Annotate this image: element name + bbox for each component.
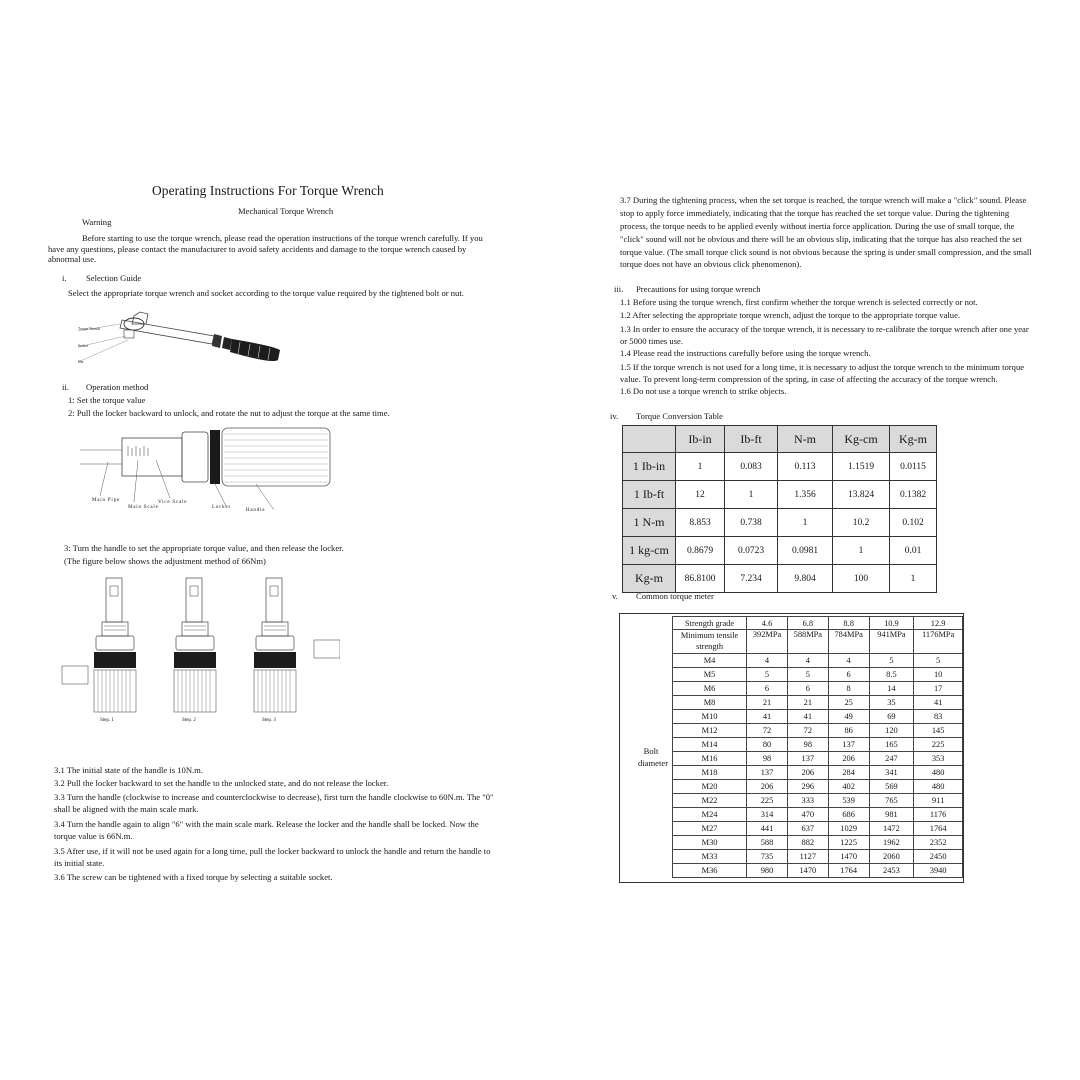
torque-value: 5: [869, 653, 914, 667]
bolt-size: M16: [673, 751, 747, 765]
step-label-2: Step. 2: [182, 718, 196, 723]
torque-value: 4: [828, 653, 869, 667]
bolt-row: [673, 765, 963, 779]
conversion-row-label: Kg-m: [623, 565, 676, 593]
torque-value: 735: [747, 849, 788, 863]
torque-value: 225: [914, 737, 963, 751]
bolt-size: M20: [673, 779, 747, 793]
torque-value: 145: [914, 723, 963, 737]
torque-conversion-table: [622, 425, 937, 593]
torque-value: 69: [869, 709, 914, 723]
torque-value: 3940: [914, 863, 963, 877]
torque-value: 1470: [828, 849, 869, 863]
torque-value: 14: [869, 681, 914, 695]
torque-value: 314: [747, 807, 788, 821]
precaution-1-2: 1.2 After selecting the appropriate torque wrench, adjust the torque to the appropriate torque value.: [620, 310, 961, 320]
conversion-cell: 0.1382: [890, 481, 937, 509]
torque-value: 72: [747, 723, 788, 737]
torque-value: 1764: [914, 821, 963, 835]
torque-value: 981: [869, 807, 914, 821]
torque-value: 98: [747, 751, 788, 765]
bolt-size: M10: [673, 709, 747, 723]
bolt-size: M5: [673, 667, 747, 681]
wrench-parts-figure: [78, 426, 340, 516]
conversion-cell: 0.8679: [676, 537, 725, 565]
torque-value: 86: [828, 723, 869, 737]
torque-value: 6: [787, 681, 828, 695]
conversion-cell: 9.804: [778, 565, 833, 593]
note-3-1: 3.1 The initial state of the handle is 10N.m.: [54, 765, 204, 775]
bolt-row: [673, 723, 963, 737]
torque-value: 2450: [914, 849, 963, 863]
torque-value: 8.5: [869, 667, 914, 681]
section-iii-title: Precautions for using torque wrench: [636, 284, 761, 294]
torque-value: 1470: [787, 863, 828, 877]
bolt-row: [673, 667, 963, 681]
section-i-number: i.: [62, 273, 67, 283]
section-iv-title: Torque Conversion Table: [636, 411, 723, 421]
section-iv-number: iv.: [610, 411, 619, 421]
label-locker: Locker: [212, 505, 231, 510]
conversion-header: Ib-ft: [725, 426, 778, 453]
torque-value: 402: [828, 779, 869, 793]
precaution-1-3: 1.3 In order to ensure the accuracy of the torque wrench, it is necessary to re-calibrate the torque wrench after one year or 5000 times use.: [620, 324, 1029, 347]
conversion-row: [623, 537, 937, 565]
fig1-label-nut: Nut: [78, 360, 84, 364]
torque-value: 137: [747, 765, 788, 779]
section-i-text: Select the appropriate torque wrench and socket according to the torque value required by the tightened bolt or nut.: [68, 288, 464, 298]
torque-value: 686: [828, 807, 869, 821]
grade-label: Strength grade: [673, 617, 747, 630]
conversion-cell: 12: [676, 481, 725, 509]
precaution-1-4: 1.4 Please read the instructions carefully before using the torque wrench.: [620, 348, 871, 358]
conversion-cell: 86.8100: [676, 565, 725, 593]
bolt-size: M4: [673, 653, 747, 667]
conversion-cell: 0.01: [890, 537, 937, 565]
torque-meter-table-frame: [619, 613, 964, 883]
torque-value: 83: [914, 709, 963, 723]
torque-wrench-drawing: [74, 302, 284, 370]
torque-value: 5: [747, 667, 788, 681]
torque-value: 17: [914, 681, 963, 695]
torque-value: 2352: [914, 835, 963, 849]
torque-value: 333: [787, 793, 828, 807]
torque-value: 353: [914, 751, 963, 765]
section-v-title: Common torque meter: [636, 591, 714, 601]
conversion-cell: 8.853: [676, 509, 725, 537]
precaution-1-1: 1.1 Before using the torque wrench, first confirm whether the torque wrench is selected correctly or not.: [620, 297, 978, 307]
bolt-size: M33: [673, 849, 747, 863]
conversion-header: N-m: [778, 426, 833, 453]
torque-value: 911: [914, 793, 963, 807]
torque-value: 480: [914, 765, 963, 779]
warning-text: Before starting to use the torque wrench, please read the operation instructions of the torque wrench carefully. If you have any questions, please contact the manufacturer to avoid safety accidents and damage to the torque wrench caused by abnormal use.: [48, 233, 483, 265]
torque-value: 4: [787, 653, 828, 667]
torque-value: 441: [747, 821, 788, 835]
bolt-row: [673, 695, 963, 709]
label-vice-scale: Vice Scale: [158, 500, 188, 505]
conversion-cell: 0.102: [890, 509, 937, 537]
torque-value: 120: [869, 723, 914, 737]
conversion-cell: 1.1519: [833, 453, 890, 481]
torque-value: 8: [828, 681, 869, 695]
conversion-cell: 1.356: [778, 481, 833, 509]
tensile-row: [673, 630, 963, 654]
tensile-value: 392MPa: [747, 630, 788, 654]
torque-value: 41: [747, 709, 788, 723]
conversion-cell: 0.0115: [890, 453, 937, 481]
document-subtitle: Mechanical Torque Wrench: [238, 206, 334, 216]
conversion-cell: 100: [833, 565, 890, 593]
torque-value: 5: [787, 667, 828, 681]
conversion-cell: 1: [778, 509, 833, 537]
torque-value: 4: [747, 653, 788, 667]
bolt-size: M22: [673, 793, 747, 807]
torque-value: 341: [869, 765, 914, 779]
note-3-4: 3.4 Turn the handle again to align "6" with the main scale mark. Release the locker and the handle shall be locked. Now the torque value is 66N.m.: [54, 819, 479, 842]
step-3-caption: (The figure below shows the adjustment method of 66Nm): [64, 556, 266, 566]
precaution-1-5: 1.5 If the torque wrench is not used for a long time, it is necessary to adjust the torque wrench to the minimum torque value. To prevent long-term compression of the spring, in case of affecting the accuracy of the torque wrench.: [620, 362, 1025, 385]
bolt-size: M8: [673, 695, 747, 709]
conversion-row-label: 1 kg-cm: [623, 537, 676, 565]
torque-value: 6: [747, 681, 788, 695]
torque-value: 1176: [914, 807, 963, 821]
torque-value: 225: [747, 793, 788, 807]
conversion-cell: 0.0723: [725, 537, 778, 565]
torque-value: 2453: [869, 863, 914, 877]
grade-value: 6.8: [787, 617, 828, 630]
torque-value: 206: [828, 751, 869, 765]
torque-value: 882: [787, 835, 828, 849]
torque-value: 137: [828, 737, 869, 751]
bolt-size: M27: [673, 821, 747, 835]
torque-meter-table: [672, 616, 963, 878]
step-3-text: 3: Turn the handle to set the appropriate torque value, and then release the locker.: [64, 543, 344, 553]
conversion-cell: 0.738: [725, 509, 778, 537]
conversion-cell: 0.083: [725, 453, 778, 481]
bolt-size: M36: [673, 863, 747, 877]
label-handle: Handle: [246, 508, 266, 513]
conversion-header: Kg-m: [890, 426, 937, 453]
torque-value: 569: [869, 779, 914, 793]
tensile-value: 588MPa: [787, 630, 828, 654]
torque-value: 41: [914, 695, 963, 709]
torque-value: 98: [787, 737, 828, 751]
torque-value: 1127: [787, 849, 828, 863]
conversion-cell: 13.824: [833, 481, 890, 509]
conversion-cell: 1: [676, 453, 725, 481]
torque-value: 206: [747, 779, 788, 793]
conversion-cell: 10.2: [833, 509, 890, 537]
step-label-1: Step. 1: [100, 718, 114, 723]
bolt-size: M30: [673, 835, 747, 849]
conversion-row: [623, 453, 937, 481]
fig1-label-socket: Socket: [78, 344, 88, 348]
torque-value: 49: [828, 709, 869, 723]
section-v-number: v.: [612, 591, 618, 601]
bolt-row: [673, 821, 963, 835]
torque-value: 80: [747, 737, 788, 751]
torque-value: 284: [828, 765, 869, 779]
tensile-value: 941MPa: [869, 630, 914, 654]
conversion-cell: 1: [890, 565, 937, 593]
grade-value: 4.6: [747, 617, 788, 630]
grade-value: 12.9: [914, 617, 963, 630]
fig1-label-torque-wrench: Torque Wrench: [78, 327, 101, 331]
tensile-value: 1176MPa: [914, 630, 963, 654]
torque-value: 137: [787, 751, 828, 765]
conversion-row-label: 1 Ib-in: [623, 453, 676, 481]
torque-value: 588: [747, 835, 788, 849]
bolt-size: M12: [673, 723, 747, 737]
torque-value: 470: [787, 807, 828, 821]
torque-value: 980: [747, 863, 788, 877]
bolt-row: [673, 681, 963, 695]
precaution-1-6: 1.6 Do not use a torque wrench to strike objects.: [620, 386, 787, 396]
document-title: Operating Instructions For Torque Wrench: [152, 183, 384, 198]
torque-value: 2060: [869, 849, 914, 863]
tensile-value: 784MPa: [828, 630, 869, 654]
grade-value: 8.8: [828, 617, 869, 630]
torque-value: 35: [869, 695, 914, 709]
bolt-size: M24: [673, 807, 747, 821]
grade-header-row: [673, 617, 963, 630]
conversion-row-label: 1 N-m: [623, 509, 676, 537]
torque-value: 637: [787, 821, 828, 835]
torque-value: 480: [914, 779, 963, 793]
torque-value: 1225: [828, 835, 869, 849]
wrench-selection-figure: [74, 302, 284, 370]
bolt-row: [673, 751, 963, 765]
section-ii-title: Operation method: [86, 382, 149, 392]
bolt-row: [673, 793, 963, 807]
torque-value: 1962: [869, 835, 914, 849]
note-3-5: 3.5 After use, if it will not be used again for a long time, pull the locker backward to unlock the handle and return the handle to its initial state.: [54, 846, 491, 869]
bolt-size: M18: [673, 765, 747, 779]
label-main-pipe: Main Pipe: [92, 498, 120, 503]
torque-value: 296: [787, 779, 828, 793]
torque-value: 21: [747, 695, 788, 709]
conversion-cell: 7.234: [725, 565, 778, 593]
torque-value: 5: [914, 653, 963, 667]
right-page: [610, 192, 1038, 892]
torque-value: 10: [914, 667, 963, 681]
conversion-cell: 1: [725, 481, 778, 509]
conversion-row: [623, 565, 937, 593]
torque-value: 41: [787, 709, 828, 723]
grade-value: 10.9: [869, 617, 914, 630]
conversion-header: Ib-in: [676, 426, 725, 453]
conversion-corner-cell: [623, 426, 676, 453]
adjustment-steps-drawing: [60, 576, 340, 726]
torque-value: 6: [828, 667, 869, 681]
conversion-header-row: [623, 426, 937, 453]
bolt-row: [673, 653, 963, 667]
note-3-7: 3.7 During the tightening process, when the set torque is reached, the torque wrench will make a "click" sound. Please stop to apply force immediately, indicating that the torque has reached the set torque value. During the tightening process, the torque needs to be applied evenly without inertia force application. During the use of small torque, the "click" sound will not be obvious and there will be an obvious slip, indicating that the torque has also reached the set torque value. (The small torque click sound is not obvious because the spring is under small compression, and the small torque does not have an obvious click phenomenon).: [620, 195, 1032, 270]
torque-value: 21: [787, 695, 828, 709]
note-3-6: 3.6 The screw can be tightened with a fixed torque by selecting a suitable socket.: [54, 872, 333, 882]
conversion-cell: 0.113: [778, 453, 833, 481]
note-3-3: 3.3 Turn the handle (clockwise to increase and counterclockwise to decrease), first turn the handle clockwise to 60N.m. The "0" shall be aligned with the main scale mark.: [54, 792, 494, 815]
bolt-diameter-label: Bolt diameter: [638, 746, 669, 769]
torque-value: 539: [828, 793, 869, 807]
step-1-text: 1: Set the torque value: [68, 395, 146, 405]
bolt-row: [673, 807, 963, 821]
bolt-row: [673, 849, 963, 863]
bolt-row: [673, 835, 963, 849]
bolt-size: M14: [673, 737, 747, 751]
torque-value: 206: [787, 765, 828, 779]
torque-value: 165: [869, 737, 914, 751]
step-2-text: 2: Pull the locker backward to unlock, and rotate the nut to adjust the torque at the same time.: [68, 408, 390, 418]
tensile-label: Minimum tensile strength: [673, 630, 747, 654]
conversion-cell: 1: [833, 537, 890, 565]
bolt-size: M6: [673, 681, 747, 695]
section-i-title: Selection Guide: [86, 273, 142, 283]
torque-value: 765: [869, 793, 914, 807]
section-ii-number: ii.: [62, 382, 69, 392]
torque-value: 1029: [828, 821, 869, 835]
bolt-row: [673, 737, 963, 751]
conversion-row: [623, 509, 937, 537]
conversion-row-label: 1 Ib-ft: [623, 481, 676, 509]
bolt-row: [673, 709, 963, 723]
step-label-3: Step. 3: [262, 718, 276, 723]
bolt-row: [673, 863, 963, 877]
torque-value: 72: [787, 723, 828, 737]
adjustment-steps-figure: [60, 576, 340, 726]
left-page: [44, 180, 496, 900]
conversion-row: [623, 481, 937, 509]
conversion-cell: 0.0981: [778, 537, 833, 565]
note-3-2: 3.2 Pull the locker backward to set the handle to the unlocked state, and do not release the locker.: [54, 778, 389, 788]
torque-value: 25: [828, 695, 869, 709]
torque-value: 247: [869, 751, 914, 765]
warning-heading: Warning: [82, 217, 112, 227]
torque-value: 1472: [869, 821, 914, 835]
conversion-header: Kg-cm: [833, 426, 890, 453]
label-main-scale: Main Scale: [128, 505, 159, 510]
section-iii-number: iii.: [614, 284, 624, 294]
torque-value: 1764: [828, 863, 869, 877]
bolt-row: [673, 779, 963, 793]
